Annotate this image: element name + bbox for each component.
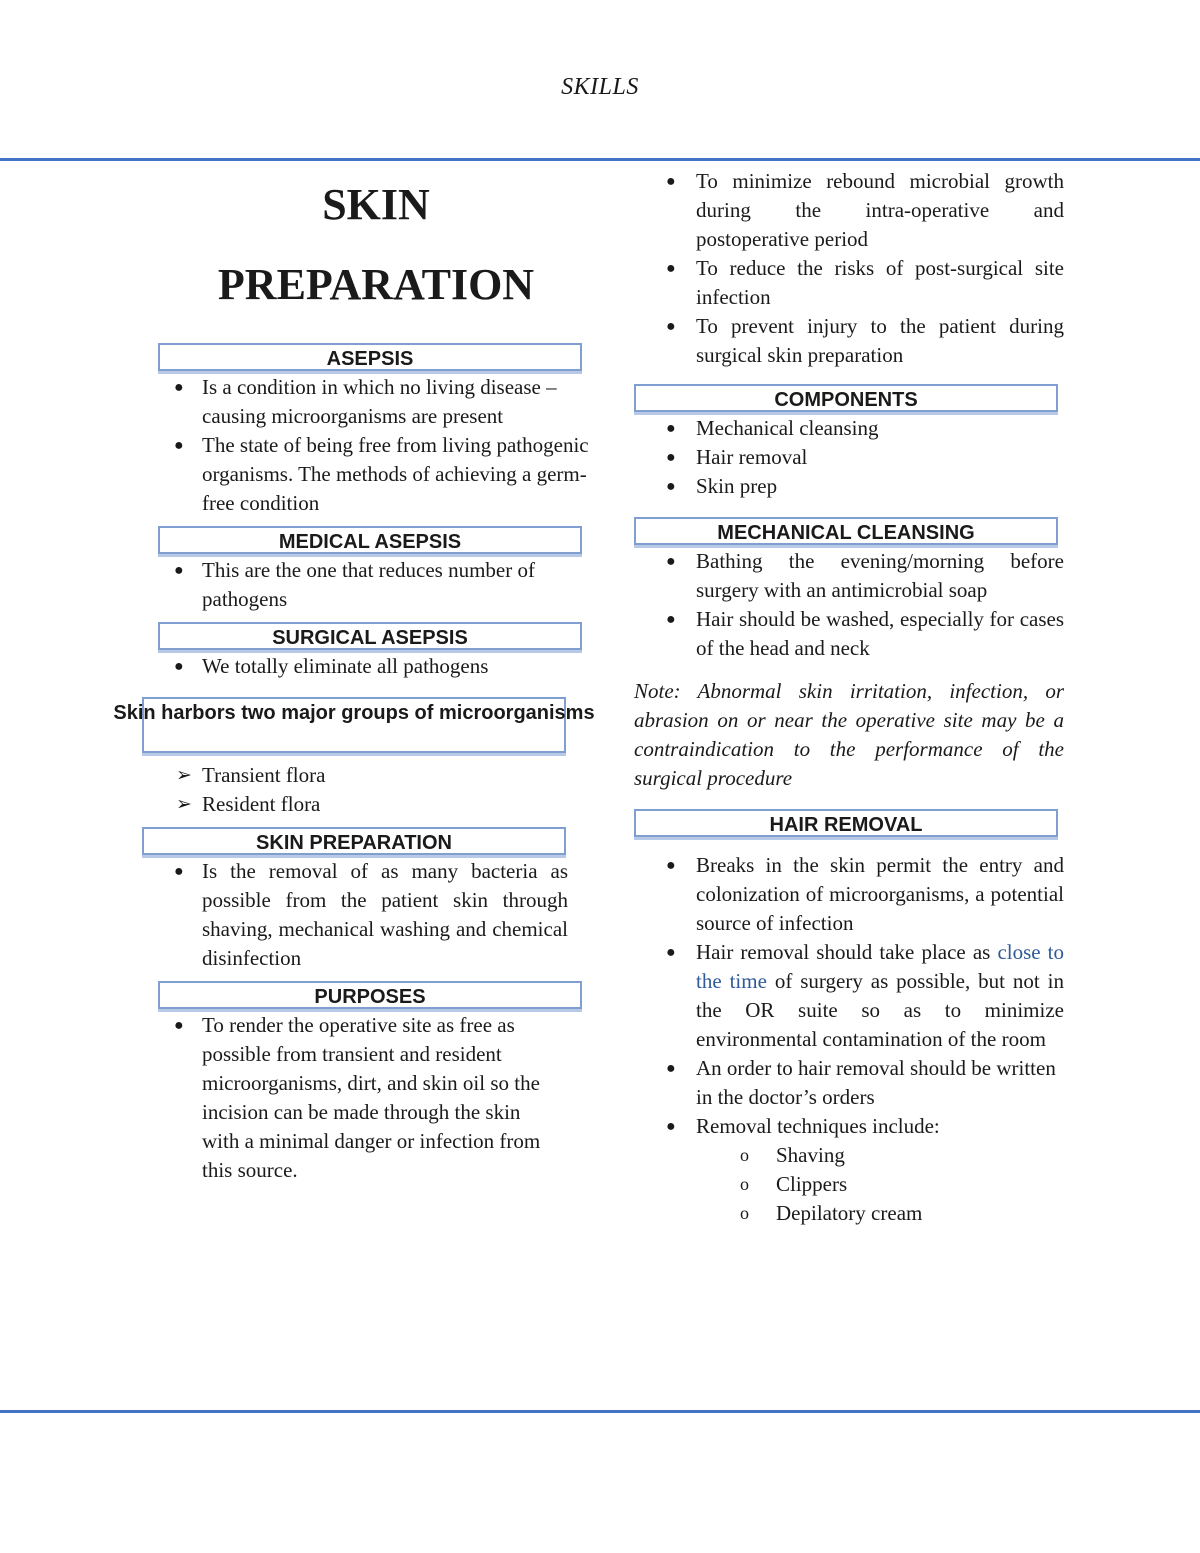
hair-removal-heading: HAIR REMOVAL [634,809,1058,837]
bullet-icon: ● [174,379,184,396]
list-item: ● Breaks in the skin permit the entry and colonization of microorganisms, a potential source of infection [666,853,1064,935]
skin-preparation-list [150,857,590,973]
list-item: o Shaving [634,1141,1064,1170]
medical-asepsis-list [150,556,590,614]
bullet-icon: ● [174,562,184,579]
bullet-icon: ● [666,1118,676,1135]
list-item: ➢ Resident flora [150,790,590,819]
title-line-1: SKIN [322,180,430,229]
bullet-icon: ● [666,478,676,495]
list-item: ● To reduce the risks of post-surgical site infection [666,256,1064,309]
list-item: ● Removal techniques include: [634,1112,1064,1141]
bullet-icon: ● [666,553,676,570]
microorganisms-list [150,761,590,819]
surgical-asepsis-list [150,652,590,681]
components-list [634,414,1064,501]
list-item: ● Mechanical cleansing [634,414,1064,443]
list-item: ● To prevent injury to the patient during surgical skin preparation [666,314,1064,367]
components-heading: COMPONENTS [634,384,1058,412]
list-item: ● Is the removal of as many bacteria as possible from the patient skin through shaving, mechanical washing and chemical disinfection [174,859,568,970]
bullet-icon: ● [666,857,676,874]
bullet-icon: ● [666,944,676,961]
circle-bullet-icon: o [740,1174,749,1194]
bullet-icon: ● [666,1060,676,1077]
footer-rule [0,1410,1200,1413]
list-item: ● To minimize rebound microbial growth during the intra-operative and postoperative period [666,169,1064,251]
right-column [634,165,1064,1236]
bullet-icon: ● [666,318,676,335]
list-item: ● The state of being free from living pathogenic organisms. The methods of achieving a germ-free condition [174,433,589,515]
microorganisms-heading-box [113,697,595,753]
arrow-bullet-icon: ➢ [176,765,192,786]
list-item: ● Hair removal should take place as close to the time of surgery as possible, but not in the OR suite so as to minimize environmental contamination of the room [666,940,1065,1051]
purposes-continued-list [634,167,1064,370]
list-item: o Depilatory cream [634,1199,1064,1228]
bullet-icon: ● [174,437,184,454]
bullet-icon: ● [174,863,184,880]
mechanical-cleansing-list [634,547,1064,663]
list-item: ● This are the one that reduces number of pathogens [174,558,535,611]
circle-bullet-icon: o [740,1145,749,1165]
asepsis-list [150,373,590,518]
list-item: ● An order to hair removal should be written in the doctor’s orders [666,1056,1056,1109]
purposes-list [150,1011,590,1185]
bullet-icon: ● [666,260,676,277]
title-line-2: PREPARATION [217,260,535,309]
circle-bullet-icon: o [740,1203,749,1223]
note-text: Note: Abnormal skin irritation, infection, or abrasion on or near the operative site may be a contraindication to the performance of the surgical procedure [634,679,1064,790]
list-item: ● Is a condition in which no living disease – causing microorganisms are present [174,375,557,428]
bullet-icon: ● [666,611,676,628]
hair-removal-list [634,851,1064,1228]
surgical-asepsis-heading: SURGICAL ASEPSIS [158,622,582,650]
list-item: ● Hair should be washed, especially for cases of the head and neck [666,607,1064,660]
header-rule [0,158,1200,161]
list-item: o Clippers [634,1170,1064,1199]
bullet-icon: ● [174,658,184,675]
list-item: ● Bathing the evening/morning before surgery with an antimicrobial soap [666,549,1064,602]
bullet-icon: ● [666,173,676,190]
list-item: ● Skin prep [634,472,1064,501]
list-item: ● Hair removal [634,443,1064,472]
bullet-icon: ● [666,449,676,466]
bullet-icon: ● [666,420,676,437]
list-item: ● We totally eliminate all pathogens [150,652,590,681]
page-header: SKILLS [561,74,639,100]
arrow-bullet-icon: ➢ [176,794,192,815]
asepsis-heading: ASEPSIS [158,343,582,371]
skin-preparation-heading: SKIN PREPARATION [142,827,566,855]
page-title [150,165,602,325]
bullet-icon: ● [174,1017,184,1034]
left-column [113,165,595,1193]
medical-asepsis-heading: MEDICAL ASEPSIS [158,526,582,554]
purposes-heading: PURPOSES [158,981,582,1009]
mechanical-cleansing-heading: MECHANICAL CLEANSING [634,517,1058,545]
list-item: ● To render the operative site as free as possible from transient and resident microorganisms, dirt, and skin oil so the incision can be made through the skin with a minimal danger or infection from this source. [174,1013,541,1182]
microorganisms-heading: Skin harbors two major groups of microorganisms [113,702,595,724]
list-item: ➢ Transient flora [150,761,590,790]
close-to-time-link[interactable]: close to the time [696,940,1065,993]
